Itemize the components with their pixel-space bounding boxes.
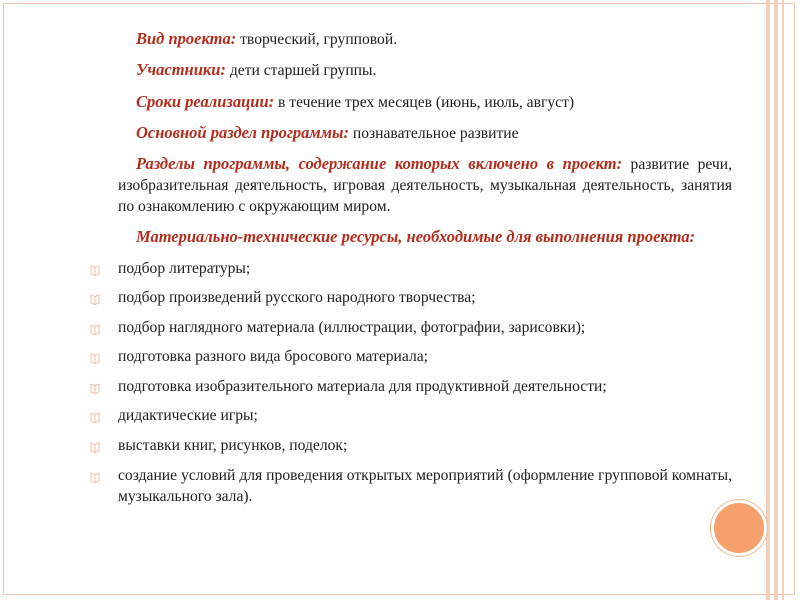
sections-value: развитие речи, изобразительная деятельность, игровая деятельность, музыкальная деятельность, занятия по ознакомлению с окружающим миром.	[118, 156, 732, 216]
resources-list	[118, 258, 732, 507]
open-book-outline-icon	[90, 438, 100, 450]
main-section-value: познавательное развитие	[348, 124, 519, 142]
list-item-text: создание условий для проведения открытых мероприятий (оформление групповой комнаты, музыкального зала).	[118, 466, 732, 505]
open-book-outline-icon	[90, 320, 100, 332]
timeline-line	[118, 91, 732, 113]
resources-heading	[118, 226, 732, 248]
timeline-value: в течение трех месяцев (июнь, июль, август)	[274, 93, 575, 111]
list-item	[118, 287, 732, 308]
main-section-label: Основной раздел программы:	[136, 122, 349, 142]
project-type-label: Вид проекта:	[136, 29, 237, 48]
sections-paragraph	[118, 153, 732, 217]
list-item	[118, 376, 732, 397]
list-item-text: подбор литературы;	[118, 259, 251, 277]
timeline-label: Сроки реализации:	[136, 91, 275, 111]
list-item	[118, 346, 732, 367]
open-book-outline-icon	[90, 290, 100, 302]
open-book-outline-icon	[90, 408, 100, 420]
list-item-text: подбор наглядного материала (иллюстрации, фотографии, зарисовки);	[118, 318, 586, 336]
sections-label: Разделы программы, содержание которых включено в проект:	[136, 154, 623, 174]
open-book-outline-icon	[90, 379, 100, 391]
list-item-text: выставки книг, рисунков, поделок;	[118, 436, 348, 454]
list-item	[118, 405, 732, 426]
list-item-text: подготовка разного вида бросового материала;	[118, 348, 428, 366]
list-item-text: подбор произведений русского народного творчества;	[118, 289, 476, 307]
decorative-stripe	[782, 0, 784, 600]
participants-value: дети старшей группы.	[225, 62, 377, 80]
participants-line	[118, 59, 732, 81]
project-type-value: творческий, групповой.	[236, 31, 398, 48]
participants-label: Участники:	[136, 60, 226, 80]
list-item	[118, 258, 732, 279]
decorative-stripe	[766, 0, 770, 600]
main-section-line	[118, 122, 732, 144]
open-book-outline-icon	[90, 468, 100, 480]
open-book-outline-icon	[90, 261, 100, 273]
list-item	[118, 435, 732, 456]
project-type-line	[118, 28, 732, 50]
open-book-outline-icon	[90, 349, 100, 361]
list-item-text: дидактические игры;	[118, 407, 258, 425]
list-item-text: подготовка изобразительного материала для продуктивной деятельности;	[118, 377, 607, 395]
resources-label: Материально-технические ресурсы, необходимые для выполнения проекта:	[136, 227, 696, 247]
list-item	[118, 317, 732, 338]
decorative-stripe	[774, 0, 778, 600]
slide-content	[118, 28, 732, 515]
list-item	[118, 465, 732, 507]
